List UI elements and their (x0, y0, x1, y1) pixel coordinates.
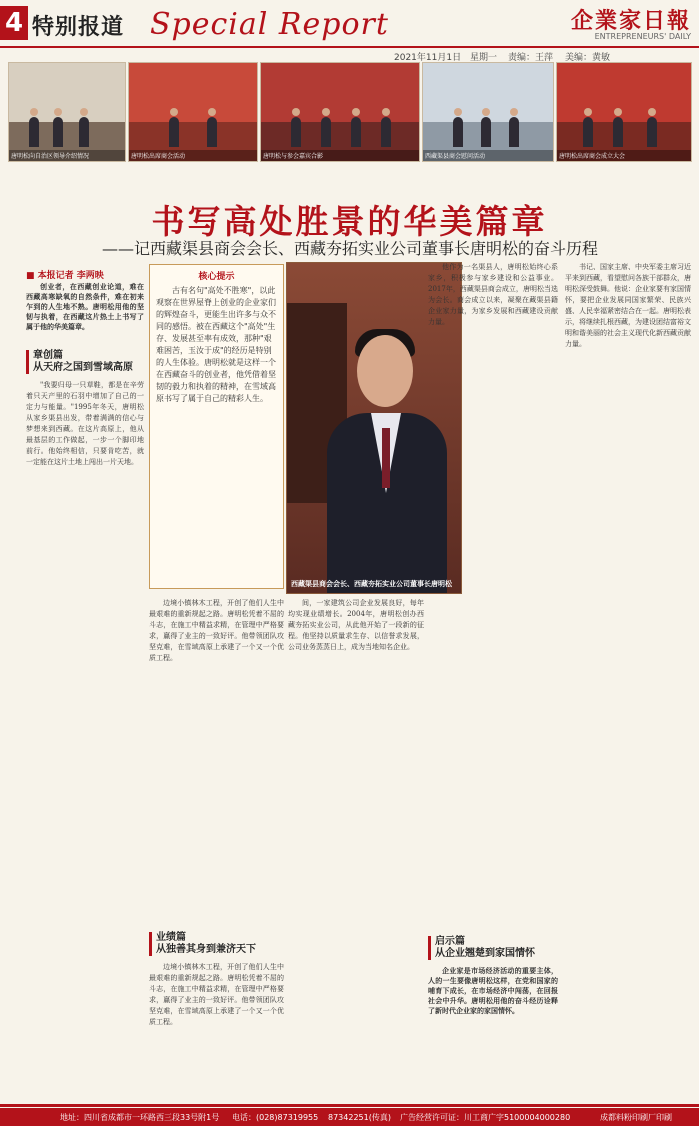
section-title-en: Special Report (150, 7, 389, 42)
article-column-2b: 边境小镇林木工程，开创了他们人生中最艰难的重新规起之路。唐明松凭着不屈的斗志，在施工中精益求精，在管理中严格要求，赢得了业主的一致好评。他带领团队攻坚克难，在雪域高原上承建了一个又一个优质工程。 (149, 963, 284, 1026)
key-points-box (149, 264, 284, 589)
page-footer (0, 1108, 699, 1126)
section-heading-3: 启示篇 从企业翘楚到家国情怀 (428, 936, 558, 960)
photo-caption: 唐明松出席商会成立大会 (557, 150, 691, 161)
section-title: 特别报道 (32, 15, 125, 40)
issue-meta (0, 46, 699, 63)
footer-address: 地址：四川省成都市一环路西三段33号附1号 (60, 1113, 220, 1122)
article-column-3: 间，一家建筑公司企业发展良好，每年均实现业绩增长。2004年，唐明松创办西藏夯拓实业公司，从此他开始了一段新的征程。他坚持以质量求生存、以信誉求发展，公司业务蒸蒸日上，成为当地知名企业。 (288, 599, 424, 651)
editor: 责编：王萍 (508, 53, 554, 63)
key-points-text: 古有名句"高处不胜寒"，以此观察在世界屋脊上创业的企业家们的辉煌奋斗，更能生出许多与众不同的感悟。被在西藏这个"高处"生存、发展甚至率有成效，那种"艰难困苦，玉汝于成"的经历是特别的人生体验。唐明松就是这样一个在西藏奋斗的创业者，他凭借着坚韧的毅力和执着的精神，在雪域高原书写了属于自己的精彩人生。 (156, 286, 276, 403)
subheadline: ——记西藏渠县商会会长、西藏夯拓实业公司董事长唐明松的奋斗历程 (101, 239, 598, 258)
issue-date: 2021年11月1日 (394, 53, 462, 63)
lead-paragraph: 创业者，在西藏创业论道，难在西藏高寒缺氧的自然条件，难在初来乍到的人生地不熟。唐明松用他的坚韧与执着，在西藏这片热土上书写了属于他的华美篇章。 (26, 282, 144, 331)
article-column-5: 书记、国家主席、中央军委主席习近平来到西藏，看望慰问各族干部群众，唐明松深受鼓舞。他说：企业家要有家国情怀，要把企业发展同国家繁荣、民族兴盛、人民幸福紧密结合在一起。唐明松表示，将继续扎根西藏，为建设团结富裕文明和谐美丽的社会主义现代化新西藏贡献力量。 (565, 263, 691, 348)
footer-fax: 87342251(传真) (328, 1113, 391, 1122)
article-column-4: 他作为一名渠县人，唐明松始终心系家乡，积极参与家乡建设和公益事业。2017年，西藏渠县商会成立，唐明松当选为会长。商会成立以来，凝聚在藏渠县籍企业家力量，为家乡发展和西藏建设贡献力量。 (428, 263, 558, 326)
article-column-1: "我要归母一只草鞋，都是在辛劳着只天产里的石羽中增加了自己的一定力与能量。"1995年冬天，唐明松从家乡渠县出发，带着满满的信心与梦想来到西藏。在这片高原上，他从最基层的工作做起，一步一个脚印地前行。他始终相信，只要肯吃苦，就一定能在这片土地上闯出一片天地。 (26, 381, 144, 466)
photo-caption: 唐明松向自治区领导介绍情况 (9, 150, 125, 161)
photo-5 (556, 62, 692, 162)
issue-weekday: 星期一 (470, 53, 498, 63)
section-heading-2: 业绩篇 从独善其身到兼济天下 (149, 932, 284, 956)
photo-1 (8, 62, 126, 162)
section-heading-1: 章创篇 从天府之国到雪域高原 (26, 350, 144, 374)
footer-rule (0, 1104, 699, 1107)
photo-4 (422, 62, 554, 162)
designer: 美编：黄敏 (565, 53, 611, 63)
footer-phone: 电话：(028)87319955 (232, 1113, 319, 1122)
portrait-caption: 西藏渠县商会会长、西藏夯拓实业公司董事长唐明松 (291, 580, 452, 588)
photo-2 (128, 62, 258, 162)
newspaper-logo-en: ENTREPRENEURS' DAILY (594, 32, 691, 41)
photo-strip (8, 62, 692, 162)
photo-caption: 西藏渠县商会慰问活动 (423, 150, 553, 161)
page-number: 4 (0, 6, 28, 40)
key-points-title: 核心提示 (198, 272, 235, 282)
page-header (0, 0, 699, 44)
photo-3 (260, 62, 420, 162)
article-column-2: 边境小镇林木工程，开创了他们人生中最艰难的重新规起之路。唐明松凭着不屈的斗志，在施工中精益求精，在管理中严格要求，赢得了业主的一致好评。他带领团队攻坚克难，在雪域高原上承建了一个又一个优质工程。 (149, 599, 284, 662)
footer-license: 广告经营许可证：川工商广字5100004000280 (400, 1113, 571, 1122)
byline: ■ 本报记者 李两映 (26, 271, 104, 281)
photo-caption: 唐明松出席商会活动 (129, 150, 257, 161)
section-3-lead: 企业家是市场经济活动的重要主体，人的一生要像唐明松这样，在党和国家的哺育下成长，在市场经济中闯荡，在回报社会中升华。唐明松用他的奋斗经历诠释了新时代企业家的家国情怀。 (428, 966, 558, 1015)
footer-printer: 成都料粉印刷厂印刷 (600, 1113, 672, 1122)
photo-caption: 唐明松与参会嘉宾合影 (261, 150, 419, 161)
headline: 书写高处胜景的华美篇章 (151, 202, 548, 241)
newspaper-logo: 企業家日報 (570, 9, 691, 34)
